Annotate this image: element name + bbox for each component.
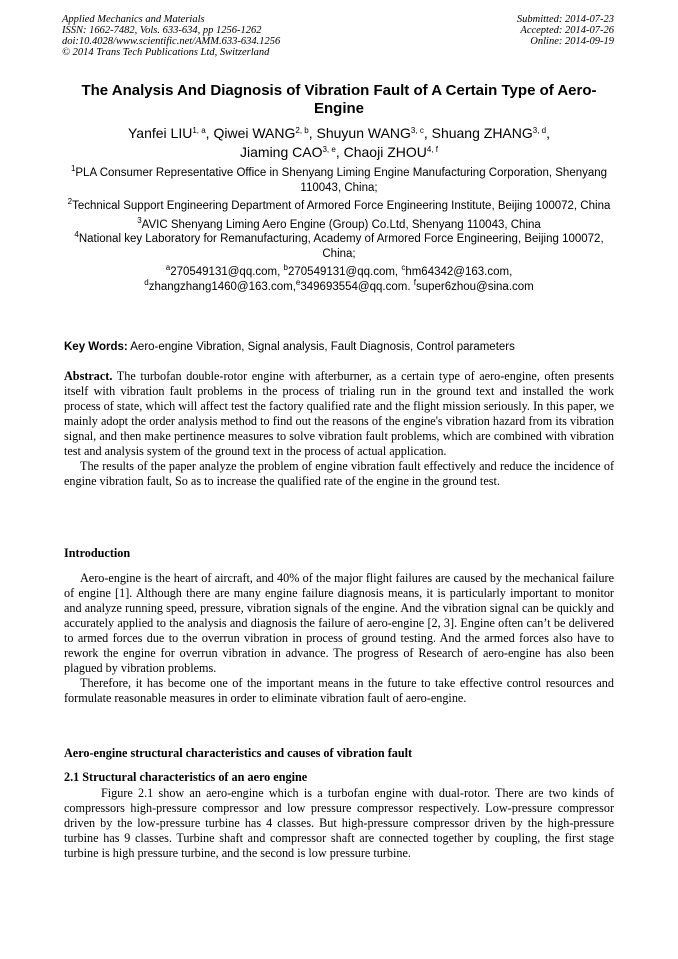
section-2-1-body [64,786,614,861]
journal-copyright: © 2014 Trans Tech Publications Ltd, Switzerland [62,47,270,58]
email-link[interactable]: $^d$zhangzhang1460@163.com, [144,277,296,293]
affiliation: $^3$AVIC Shenyang Liming Aero Engine (Group) Co.Ltd, Shenyang 110043, China [137,215,541,231]
author: Jiaming CAO$^{3, e}$ [240,144,336,160]
journal-header [62,14,280,58]
abstract-paragraph: Abstract. The turbofan double-rotor engine with afterburner, as a certain type of aero-engine, often presents itself with vibration fault problems in the process of trialing run in the ground text and installed the work process of state, which will affect test the factory qualified rate and the flight mission seriously. In this paper, we mainly adopt the order analysis method to find out the reasons of the engine's vibration hazard from its vibration signal, and then make pertinence measures to solve vibration fault problems, which are combined with vibration test and analysis system of the ground text in the process of actual application. [64,369,614,458]
affiliation: $^2$Technical Support Engineering Department of Armored Force Engineering Institute, Beijing 100072, China [67,197,611,212]
accepted-date: Accepted: 2014-07-26 [520,25,614,36]
submitted-date: Submitted: 2014-07-23 [516,14,614,25]
email-link[interactable]: $^a$270549131@qq.com, [165,263,284,278]
journal-doi[interactable]: doi:10.4028/www.scientific.net/AMM.633-634.1256 [62,36,281,47]
author: Chaoji ZHOU$^{4, f}$ [343,144,438,160]
section-heading-2: Aero-engine structural characteristics and causes of vibration fault [64,746,413,760]
author-emails [64,265,614,294]
dates-header [517,14,614,47]
introduction-body [64,571,614,706]
affiliation: $^4$National key Laboratory for Remanufacturing, Academy of Armored Force Engineering, Beijing 100072, China; [74,230,604,260]
email-link[interactable]: $^f$super6zhou@sina.com [413,277,534,293]
journal-issn: ISSN: 1662-7482, Vols. 633-634, pp 1256-1262 [62,25,262,36]
affiliations [64,166,614,294]
author: Shuang ZHANG$^{3, d}$ [431,125,547,141]
email-link[interactable]: $^c$hm64342@163.com, [401,263,513,278]
journal-name: Applied Mechanics and Materials [62,14,205,25]
author: Yanfei LIU$^{1, a}$ [127,125,206,141]
paper-title: The Analysis And Diagnosis of Vibration Fault of A Certain Type of Aero-Engine [81,82,597,117]
online-date: Online: 2014-09-19 [530,36,614,47]
abstract-label: Abstract. [64,369,113,383]
keywords [64,340,614,354]
abstract [64,369,614,489]
body-paragraph: Aero-engine is the heart of aircraft, and 40% of the major flight failures are caused by the mechanical failure of engine [1]. Although there are many engine failure diagnosis means, it is particularly important to monitor and analyze running speed, pressure, vibration signals of the engine. And the vibration signal can be quickly and accurately applied to the analysis and diagnosis the failure of aero-engine [2, 3]. Engine often can’t be delivered to armed forces due to the overrun vibration in process of ground testing. And the armed forces also have to rework the engine for overrun vibration in advance. The progress of Research of aero-engine has also been plagued by vibration problems. [64,571,614,675]
author: Shuyun WANG$^{3, c}$ [316,125,424,141]
abstract-paragraph: The results of the paper analyze the problem of engine vibration fault effectively and reduce the incidence of engine vibration fault, So as to increase the qualified rate of the engine in the ground test. [64,459,614,488]
author-list: Yanfei LIU$^{1, a}$, Qiwei WANG$^{2, b}$, Shuyun WANG$^{3, c}$, Shuang ZHANG$^{3, d}$, Jiaming CAO$^{3, e}$, Chaoji ZHOU$^{4, f}$ [127,125,551,160]
body-paragraph: Therefore, it has become one of the important means in the future to take effective control resources and formulate reasonable measures in order to eliminate vibration fault of aero-engine. [64,676,614,705]
keywords-text: Aero-engine Vibration, Signal analysis, Fault Diagnosis, Control parameters [127,341,515,353]
author: Qiwei WANG$^{2, b}$ [213,125,309,141]
email-link[interactable]: $^e$349693554@qq.com. [295,277,414,293]
keywords-label: Key Words: [64,341,128,353]
affiliation: $^1$PLA Consumer Representative Office in Shenyang Liming Engine Manufacturing Corporation, Shenyang 110043, China; [70,164,608,194]
body-paragraph: Figure 2.1 show an aero-engine which is a turbofan engine with dual-rotor. There are two kinds of compressors high-pressure compressor and low pressure compressor respectively. Low-pressure compressor driven by the low-pressure turbine has 4 classes. But high-pressure compressor driven by the high-pressure turbine has 9 classes. Turbine shaft and compressor shaft are connected together by coupling, the first stage turbine is high pressure turbine, and the second is low pressure turbine. [64,786,614,860]
subsection-heading-2-1: 2.1 Structural characteristics of an aero engine [64,770,308,784]
section-heading-introduction: Introduction [64,546,131,560]
email-link[interactable]: $^b$270549131@qq.com, [283,263,402,278]
